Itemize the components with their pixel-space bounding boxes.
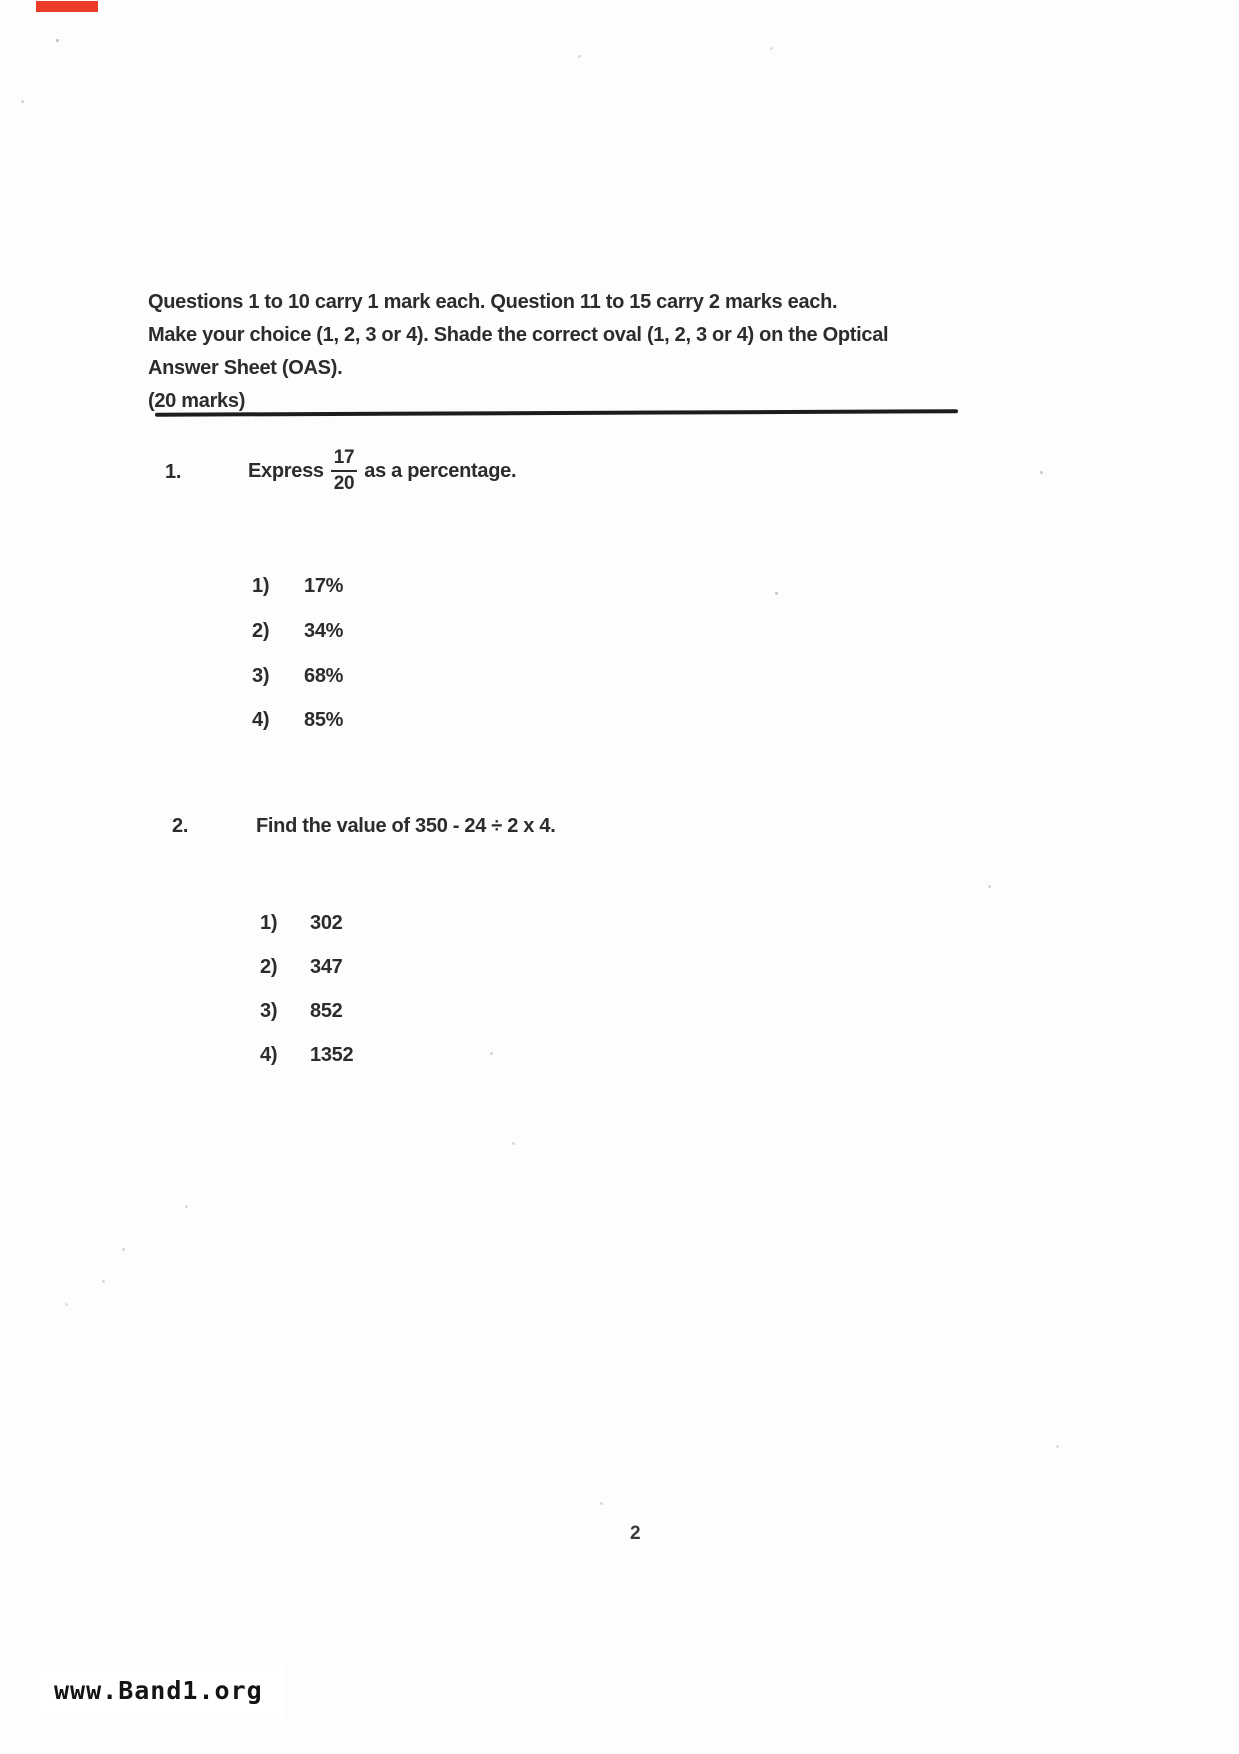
- q2-option-2-label: 2): [260, 956, 278, 978]
- instructions-marks: (20 marks): [148, 390, 246, 412]
- q1-option-3-value: 68%: [304, 665, 344, 687]
- fraction-denominator: 20: [333, 473, 355, 494]
- question-1-text: [248, 444, 516, 498]
- question-2-text: Find the value of 350 - 24 ÷ 2 x 4.: [256, 815, 556, 837]
- instructions-line-1: Questions 1 to 10 carry 1 mark each. Question 11 to 15 carry 2 marks each.: [148, 291, 838, 313]
- instructions-block: [148, 286, 978, 418]
- q1-option-3-label: 3): [252, 665, 270, 687]
- question-1-text-after: as a percentage.: [364, 459, 517, 482]
- q2-option-3-value: 852: [310, 1000, 343, 1022]
- watermark-url: www.Band1.org: [54, 1676, 263, 1705]
- q1-option-2-value: 34%: [304, 620, 344, 642]
- q1-option-4-label: 4): [252, 709, 270, 731]
- instructions-line-2: Make your choice (1, 2, 3 or 4). Shade the correct oval (1, 2, 3 or 4) on the Optical: [148, 324, 889, 346]
- fraction-numerator: 17: [331, 447, 358, 472]
- q1-option-4-value: 85%: [304, 709, 344, 731]
- q2-option-1-label: 1): [260, 912, 278, 934]
- page-number: 2: [630, 1523, 641, 1544]
- q1-option-2-label: 2): [252, 620, 270, 642]
- question-1-number: 1.: [165, 461, 182, 483]
- q2-option-3-label: 3): [260, 1000, 278, 1022]
- q2-option-4-value: 1352: [310, 1044, 354, 1066]
- instructions-line-3: Answer Sheet (OAS).: [148, 357, 343, 379]
- q2-option-2-value: 347: [310, 956, 343, 978]
- question-2-number: 2.: [172, 815, 189, 837]
- q1-option-1-label: 1): [252, 575, 270, 597]
- q2-option-1-value: 302: [310, 912, 343, 934]
- q1-option-1-value: 17%: [304, 575, 344, 597]
- question-1-text-before: Express: [248, 459, 324, 482]
- q2-option-4-label: 4): [260, 1044, 278, 1066]
- fraction-17-20: [331, 447, 358, 495]
